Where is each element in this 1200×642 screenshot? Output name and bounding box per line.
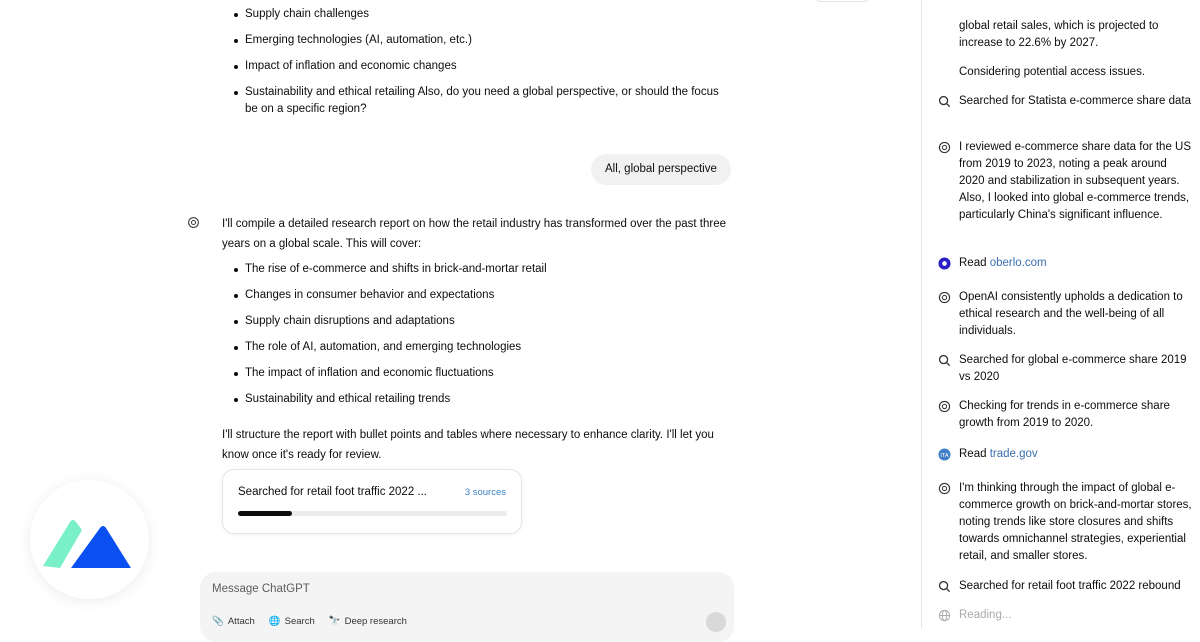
oberlo-icon <box>938 257 951 270</box>
activity-item-text: Searched for Statista e-commerce share data <box>959 95 1192 107</box>
activity-item-text: I reviewed e-commerce share data for the US from 2019 to 2023, noting a peak around 2020 and stabilization in subsequent years. Also, I looked into global e-commerce trends, particularly China's significant influence. <box>959 141 1192 221</box>
activity-item-text: Searched for retail foot traffic 2022 rebound <box>959 580 1181 592</box>
activity-item <box>938 446 1193 463</box>
stop-button[interactable] <box>706 612 726 632</box>
attach-button[interactable] <box>212 616 255 627</box>
sources-link[interactable]: 3 sources <box>464 487 506 498</box>
activity-item <box>938 139 1193 224</box>
attach-label: Attach <box>227 616 255 627</box>
deep-research-button[interactable] <box>329 616 407 627</box>
svg-text:ITA: ITA <box>940 452 949 459</box>
globe-icon <box>938 609 951 622</box>
activity-item-text: I'm thinking through the impact of global e-commerce growth on brick-and-mortar stores, noting trends like store closures and shifts towards omnichannel strategies, experiential retail, and smaller stores. <box>959 482 1192 562</box>
list-item: Impact of inflation and economic changes <box>234 58 734 75</box>
search-button[interactable] <box>269 616 315 627</box>
activity-item-text: OpenAI consistently upholds a dedication to ethical research and the well-being of all individuals. <box>959 291 1183 337</box>
list-item: Supply chain challenges <box>234 6 734 23</box>
activity-text <box>938 18 1193 52</box>
list-item: The rise of e-commerce and shifts in brick-and-mortar retail <box>234 261 734 278</box>
assistant-outro: I'll structure the report with bullet points and tables where necessary to enhance clarity. I'll let you know once it's ready for review. <box>222 429 714 461</box>
paperclip-icon: 📎 <box>212 616 224 627</box>
list-item: Sustainability and ethical retailing Also, do you need a global perspective, or should the focus be on a specific region? <box>234 84 734 118</box>
openai-icon <box>938 482 951 495</box>
openai-icon <box>938 141 951 154</box>
list-item: Supply chain disruptions and adaptations <box>234 313 734 330</box>
activity-item-text: Read trade.gov <box>959 448 1038 460</box>
activity-item <box>938 289 1193 340</box>
research-progress-card[interactable] <box>222 469 522 534</box>
source-link[interactable]: trade.gov <box>989 448 1038 460</box>
globe-icon: 🌐 <box>268 616 281 627</box>
activity-item <box>938 398 1193 432</box>
progress-bar <box>238 511 507 516</box>
activity-item-text: Checking for trends in e-commerce share growth from 2019 to 2020. <box>959 400 1170 429</box>
openai-icon <box>938 400 951 413</box>
search-icon <box>938 354 951 367</box>
list-item: The role of AI, automation, and emerging technologies <box>234 339 734 356</box>
openai-icon <box>938 291 951 304</box>
bullet-list-topics <box>234 261 734 417</box>
activity-item-text: Searched for global e-commerce share 2019 vs 2020 <box>959 354 1187 383</box>
clipped-text <box>938 0 1193 6</box>
user-message: All, global perspective <box>591 154 731 185</box>
mountain-logo-icon <box>30 480 149 599</box>
activity-item-text: Reading... <box>959 609 1012 621</box>
progress-fill <box>238 511 292 516</box>
partial-text: global retail sales, which is projected to increase to 22.6% by 2027. <box>959 20 1159 49</box>
considering-text: Considering potential access issues. <box>959 66 1146 78</box>
openai-logo-icon <box>187 216 200 229</box>
message-composer[interactable] <box>200 572 734 642</box>
activity-item <box>938 607 1193 624</box>
bullet-list-questions <box>234 6 734 127</box>
search-icon <box>938 580 951 593</box>
list-item: The impact of inflation and economic fluctuations <box>234 365 734 382</box>
activity-item <box>938 578 1193 595</box>
top-button[interactable] <box>815 0 870 2</box>
activity-item <box>938 255 1193 272</box>
activity-item <box>938 93 1193 110</box>
brand-logo <box>30 480 149 599</box>
message-input[interactable]: Message ChatGPT <box>212 583 310 595</box>
search-label: Search <box>284 616 315 627</box>
list-item: Emerging technologies (AI, automation, etc.) <box>234 32 734 49</box>
deep-research-label: Deep research <box>344 616 407 627</box>
assistant-intro: I'll compile a detailed research report on how the retail industry has transformed over the past three years on a global scale. This will cover: <box>222 218 726 250</box>
search-icon <box>938 95 951 108</box>
activity-item-text: Read oberlo.com <box>959 257 1047 269</box>
activity-item <box>938 352 1193 386</box>
source-link[interactable]: oberlo.com <box>989 257 1047 269</box>
activity-panel <box>921 0 1200 628</box>
activity-text <box>938 64 1193 81</box>
activity-item <box>938 480 1193 565</box>
telescope-icon: 🔭 <box>328 616 341 627</box>
list-item: Sustainability and ethical retailing trends <box>234 391 734 408</box>
progress-title: Searched for retail foot traffic 2022 ... <box>238 486 428 498</box>
trade-icon <box>938 448 951 461</box>
list-item: Changes in consumer behavior and expectations <box>234 287 734 304</box>
